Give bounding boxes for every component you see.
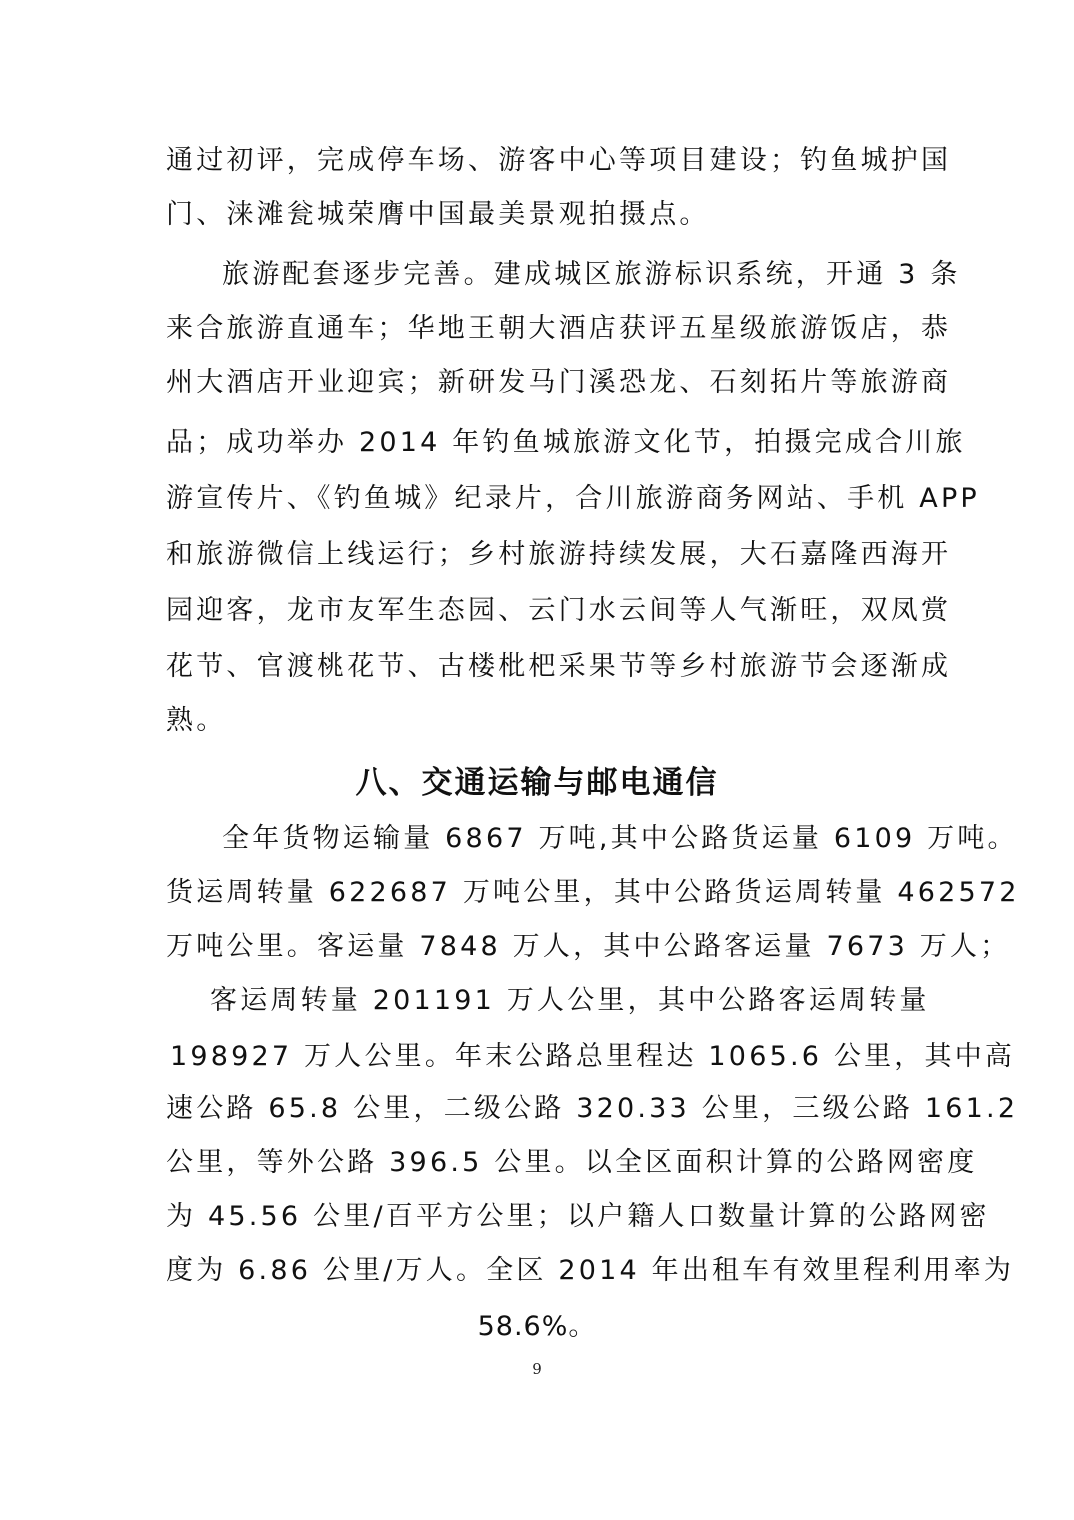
text-line: 园迎客，龙市友军生态园、云门水云间等人气渐旺，双凤赏 (166, 595, 952, 626)
text-line: 为 45.56 公里/百平方公里；以户籍人口数量计算的公路网密 (166, 1201, 990, 1232)
text-line: 客运周转量 201191 万人公里，其中公路客运周转量 (210, 985, 930, 1016)
text-line: 198927 万人公里。年末公路总里程达 1065.6 公里，其中高 (170, 1041, 1016, 1072)
text-line: 花节、官渡桃花节、古楼枇杷采果节等乡村旅游节会逐渐成 (166, 651, 952, 682)
text-line: 货运周转量 622687 万吨公里，其中公路货运周转量 462572 (166, 877, 1020, 908)
text-line: 州大酒店开业迎宾；新研发马门溪恐龙、石刻拓片等旅游商 (166, 367, 952, 398)
text-line: 熟。 (166, 705, 227, 736)
text-line: 和旅游微信上线运行；乡村旅游持续发展，大石嘉隆西海开 (166, 539, 952, 570)
text-line: 全年货物运输量 6867 万吨,其中公路货运量 6109 万吨。 (222, 823, 1018, 854)
page-number: 9 (532, 1360, 542, 1378)
text-line: 度为 6.86 公里/万人。全区 2014 年出租车有效里程利用率为 (166, 1255, 1015, 1286)
text-line: 品；成功举办 2014 年钓鱼城旅游文化节，拍摄完成合川旅 (166, 427, 966, 458)
text-line: 通过初评，完成停车场、游客中心等项目建设；钓鱼城护国 (166, 145, 952, 176)
text-line: 旅游配套逐步完善。建成城区旅游标识系统，开通 3 条 (222, 259, 961, 290)
text-line: 门、涞滩瓮城荣膺中国最美景观拍摄点。 (166, 199, 710, 230)
text-line: 速公路 65.8 公里，二级公路 320.33 公里，三级公路 161.2 (166, 1093, 1019, 1124)
text-line: 游宣传片、《钓鱼城》纪录片，合川旅游商务网站、手机 APP (166, 483, 980, 514)
text-line: 来合旅游直通车；华地王朝大酒店获评五星级旅游饭店，恭 (166, 313, 952, 344)
text-line: 58.6%。 (477, 1311, 597, 1342)
text-line: 公里，等外公路 396.5 公里。以全区面积计算的公路网密度 (166, 1147, 978, 1178)
section-heading: 八、交通运输与邮电通信 (355, 765, 719, 801)
text-line: 万吨公里。客运量 7848 万人，其中公路客运量 7673 万人； (166, 931, 1011, 962)
